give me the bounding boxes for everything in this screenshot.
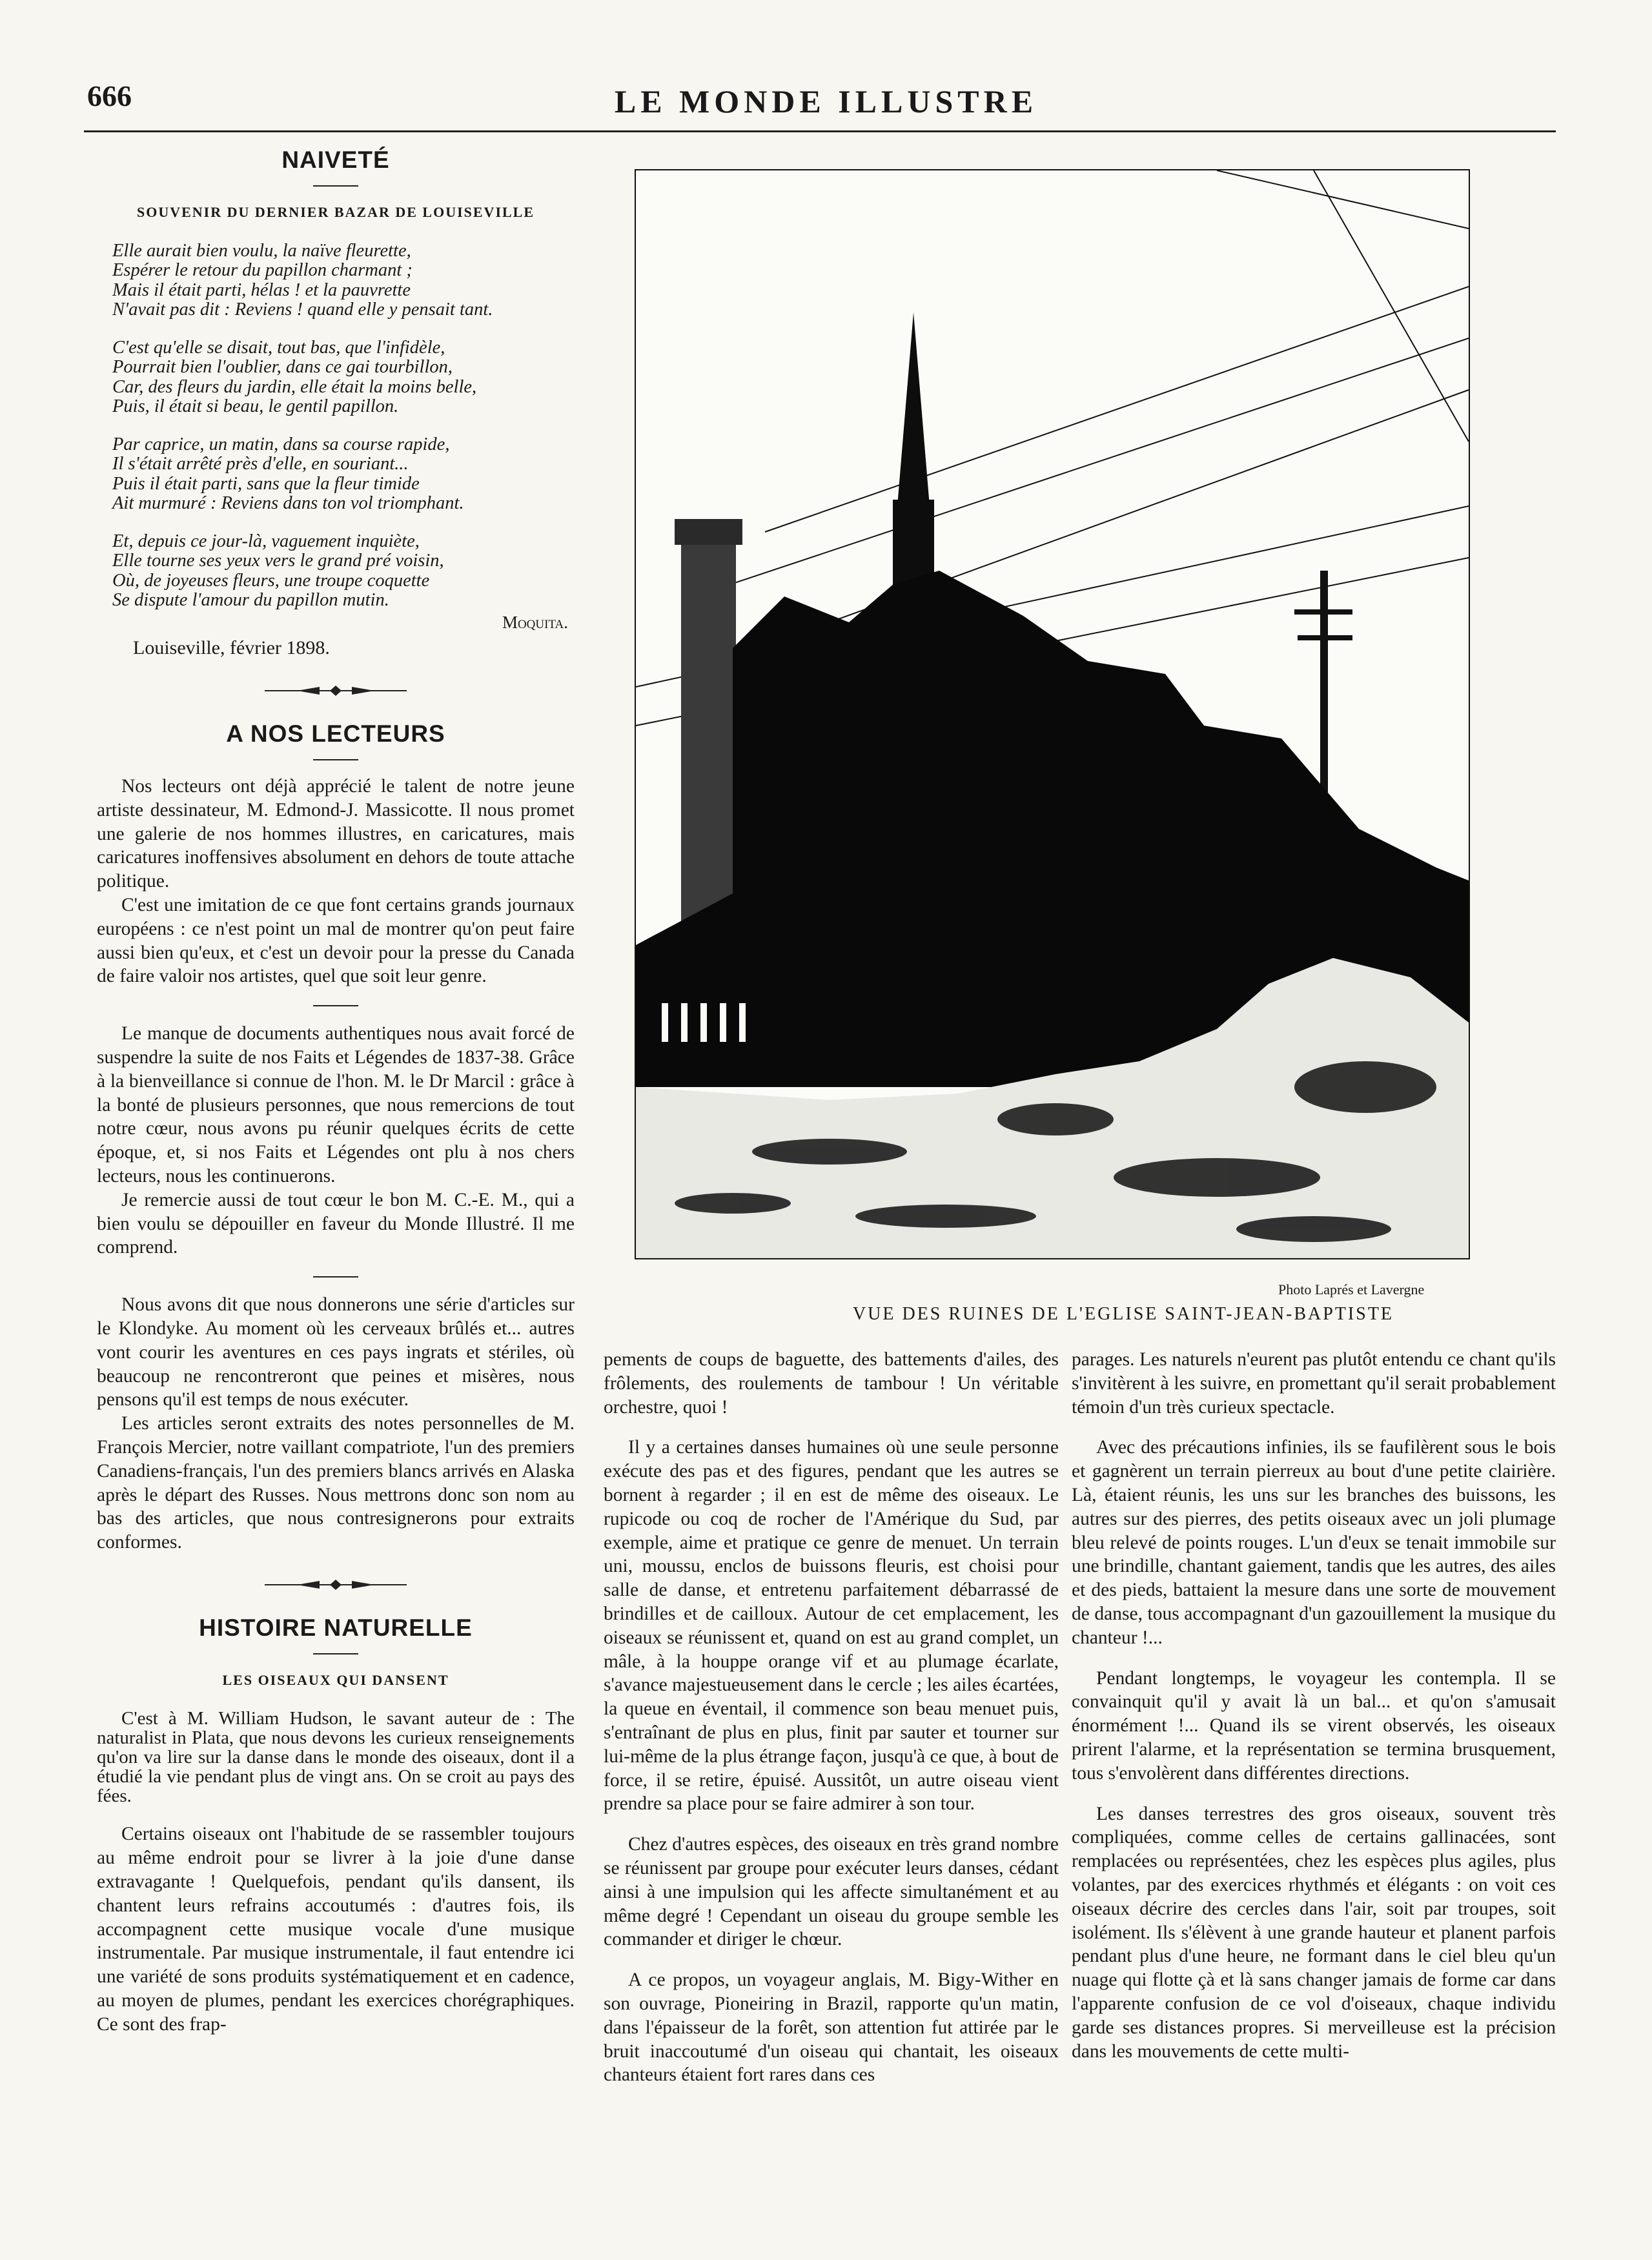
- poem-line: Et, depuis ce jour-là, vaguement inquiète,: [112, 531, 420, 551]
- poem-line: Par caprice, un matin, dans sa course rapide,: [112, 434, 450, 454]
- ornament-divider: [261, 1578, 410, 1592]
- page-number: 666: [87, 79, 132, 112]
- histoire-paragraph: Chez d'autres espèces, des oiseaux en très grand nombre se réunissent par groupe pour exécuter leurs danses, cédant ainsi à une impulsion qui les affecte simultanément et au même degré ! Cependant un oiseau du groupe semble les commander et diriger le chœur.: [604, 1834, 1059, 1950]
- histoire-paragraph: Les danses terrestres des gros oiseaux, souvent très compliquées, comme celles de certains gallinacées, sont remplacées ou représentées, chez les espèces plus agiles, plus volantes, par des exercices rhythmés et élégants : on voit ces oiseaux décrire des cercles dans l'air, soit par troupes, soit isolément. Ils s'élèvent à une grande hauteur et planent parfois pendant plus d'une heure, ne formant dans le ciel bleu qu'un nuage qui flotte çà et là sans changer jamais de forme car dans l'apparente confusion de ce vol d'oiseaux, chaque individu garde ses distances propres. Si merveilleuse est la précision dans les mouvements de cette multi-: [1072, 1803, 1556, 2062]
- church-ruins-photo: [635, 169, 1470, 1259]
- lecteurs-paragraph: Les articles seront extraits des notes personnelles de M. François Mercier, notre vaillant compatriote, l'un des premiers Canadiens-français, l'un des premiers blancs arrivés en Alaska après le départ des Russes. Nous mettrons donc son nom au bas des articles, que nous contresignerons pour extraits conformes.: [97, 1413, 575, 1553]
- histoire-paragraph: A ce propos, un voyageur anglais, M. Bigy-Wither en son ouvrage, Pioneiring in Brazil, rapporte qu'un matin, dans l'épaisseur de la forêt, son attention fut attirée par le bruit inaccoutumé d'un oiseau qui chantait, les oiseaux chanteurs étaient fort rares dans ces: [604, 1970, 1059, 2086]
- histoire-paragraph: Certains oiseaux ont l'habitude de se rassembler toujours au même endroit pour se livrer à la joie d'une danse extravagante ! Quelquefois, pendant qu'ils dansent, ils chantent leurs refrains accoutumés : d'autres fois, ils accompagnent cette musique vocale d'une musique instrumentale. Par musique instrumentale, il faut entendre ici une variété de sons produits systématiquement et en cadence, au moyen de plumes, pendant les exercices chorégraphiques. Ce sont des frap-: [97, 1824, 575, 2035]
- lecteurs-paragraph: C'est une imitation de ce que font certains grands journaux européens : ce n'est point un mal de montrer qu'on peut faire aussi bien qu'eux, et c'est un devoir pour la presse du Canada de faire valoir nos artistes, quel que soit leur genre.: [97, 894, 575, 987]
- histoire-paragraph: Pendant longtemps, le voyageur les contempla. Il se convainquit qu'il y avait là un bal... et qu'on s'amusait énormément !... Quand ils se virent observés, les oiseaux prirent l'alarme, et la représentation se termina brusquement, tous s'envolèrent dans différentes directions.: [1072, 1667, 1556, 1784]
- lecteurs-paragraph: Le manque de documents authentiques nous avait forcé de suspendre la suite de nos Faits et Légendes de 1837-38. Grâce à la bienveillance si connue de l'hon. M. le Dr Marcil : grâce à la bonté de plusieurs personnes, que nous remercions de tout notre cœur, nous avons pu réunir quelques écrits de cette époque, et, si nos Faits et Légendes ont plu à nos chers lecteurs, nous les continuerons.: [97, 1023, 575, 1186]
- poem-line: Puis il était parti, sans que la fleur timide: [112, 473, 420, 494]
- separator-rule: [313, 1005, 358, 1006]
- middle-column: [604, 1348, 1059, 2087]
- lecteurs-paragraph: Je remercie aussi de tout cœur le bon M. C.-E. M., qui a bien voulu se dépouiller en faveur du Monde Illustré. Il me comprend.: [97, 1189, 575, 1258]
- separator-rule: [313, 185, 358, 187]
- left-column: [97, 148, 575, 2037]
- poem-line: Elle tourne ses yeux vers le grand pré voisin,: [112, 551, 444, 571]
- poem-line: Elle aurait bien voulu, la naïve fleurette,: [112, 240, 411, 261]
- header-rule: [84, 130, 1556, 132]
- masthead: LE MONDE ILLUSTRE: [614, 83, 1038, 119]
- naivete-subtitle: SOUVENIR DU DERNIER BAZAR DE LOUISEVILLE: [136, 203, 535, 220]
- poem-line: N'avait pas dit : Reviens ! quand elle y pensait tant.: [112, 300, 493, 320]
- poem-line: C'est qu'elle se disait, tout bas, que l'infidèle,: [112, 337, 445, 358]
- photo-credit: Photo Laprés et Lavergne: [1278, 1281, 1425, 1298]
- histoire-title: HISTOIRE NATURELLE: [199, 1614, 473, 1641]
- poem-stanza: [112, 241, 575, 320]
- poem-signature: Moquita.: [502, 612, 568, 632]
- separator-rule: [313, 1653, 358, 1654]
- poem-stanza: [112, 338, 575, 417]
- separator-rule: [313, 1276, 358, 1278]
- poem-line: Se dispute l'amour du papillon mutin.: [112, 590, 389, 611]
- lecteurs-title: A NOS LECTEURS: [226, 720, 445, 748]
- poem-stanza: [112, 435, 575, 514]
- right-column: [1072, 1348, 1556, 2063]
- poem-line: Puis, il était si beau, le gentil papillon.: [112, 396, 399, 417]
- histoire-subtitle: LES OISEAUX QUI DANSENT: [222, 1671, 449, 1688]
- histoire-paragraph: parages. Les naturels n'eurent pas plutôt entendu ce chant qu'ils s'invitèrent à les suivre, en promettant qu'il serait probablement témoin d'un très curieux spectacle.: [1072, 1349, 1556, 1418]
- poem-line: Où, de joyeuses fleurs, une troupe coquette: [112, 570, 430, 591]
- poem-line: Il s'était arrêté près d'elle, en souriant...: [112, 454, 409, 474]
- church-ruins-illustration: [636, 170, 1469, 1258]
- poem-line: Pourrait bien l'oublier, dans ce gai tourbillon,: [112, 357, 453, 378]
- poem-line: Ait murmuré : Reviens dans ton vol triomphant.: [112, 493, 464, 514]
- histoire-intro: C'est à M. William Hudson, le savant auteur de : The naturalist in Plata, que nous devons les curieux renseignements qu'on va lire sur la danse dans le monde des oiseaux, dont il a étudié la vie pendant plus de vingt ans. On se croit au pays des fées.: [97, 1708, 575, 1807]
- lecteurs-paragraph: Nos lecteurs ont déjà apprécié le talent de notre jeune artiste dessinateur, M. Edmond-J. Massicotte. Il nous promet une galerie de nos hommes illustres, en caricatures, mais caricatures inoffensives absolument en dehors de toute attache politique.: [97, 775, 575, 892]
- histoire-paragraph: Il y a certaines danses humaines où une seule personne exécute des pas et des figures, pendant que les autres se bornent à regarder ; il en est de même des oiseaux. Le rupicode ou coq de rocher de l'Amérique du Sud, par exemple, aime et pratique ce genre de menuet. Un terrain uni, moussu, enclos de buissons fleuris, est choisi pour salle de danse, et entretenu parfaitement débarrassé de brindilles et de cailloux. Autour de cet emplacement, les oiseaux se réunissent et, quand on est au grand complet, un mâle, à la houppe orange vif et au plumage écarlate, s'avance majestueusement dans le cercle ; les ailes écartées, la queue en éventail, il commence son beau menuet puis, s'entraînant de plus en plus, finit par sauter et tourner sur lui-même de la plus étrange façon, jusqu'à ce que, à bout de force, il se retire, épuisé. Aussitôt, un autre oiseau vient prendre sa place pour se faire admirer à son tour.: [604, 1437, 1059, 1815]
- poem-line: Car, des fleurs du jardin, elle était la moins belle,: [112, 376, 477, 397]
- histoire-paragraph: pements de coups de baguette, des battements d'ailes, des frôlements, des roulements de tambour ! Un véritable orchestre, quoi !: [604, 1349, 1059, 1418]
- ornament-divider: [261, 684, 410, 698]
- poem-stanza: [112, 532, 575, 611]
- poem-line: Espérer le retour du papillon charmant ;: [112, 260, 413, 281]
- histoire-paragraph: Avec des précautions infinies, ils se faufilèrent sous le bois et gagnèrent un terrain pierreux au bout d'une petite clairière. Là, étaient réunis, les uns sur les branches des buissons, les autres sur des pierres, des petits oiseaux avec un joli plumage bleu relevé de points rouges. L'un d'eux se tenait immobile sur une brindille, chantant gaiement, tandis que les autres, des ailes et des pieds, battaient la mesure dans une sorte de mouvement de danse, tous accompagnant d'un gazouillement la musique du chanteur !...: [1072, 1437, 1556, 1648]
- poem: [112, 241, 575, 611]
- poem-line: Mais il était parti, hélas ! et la pauvrette: [112, 280, 411, 300]
- separator-rule: [313, 759, 358, 760]
- lecteurs-paragraph: Nous avons dit que nous donnerons une série d'articles sur le Klondyke. Au moment où les cerveaux brûlés et... autres vont courir les aventures en ces pays ingrats et stériles, où beaucoup ne rencontreront que peines et misères, nous pensons qu'il est temps de nous exécuter.: [97, 1294, 575, 1410]
- poem-dateline: Louiseville, février 1898.: [133, 637, 330, 659]
- naivete-title: NAIVETÉ: [281, 147, 390, 173]
- photo-caption: VUE DES RUINES DE L'EGLISE SAINT-JEAN-BAPTISTE: [852, 1304, 1394, 1324]
